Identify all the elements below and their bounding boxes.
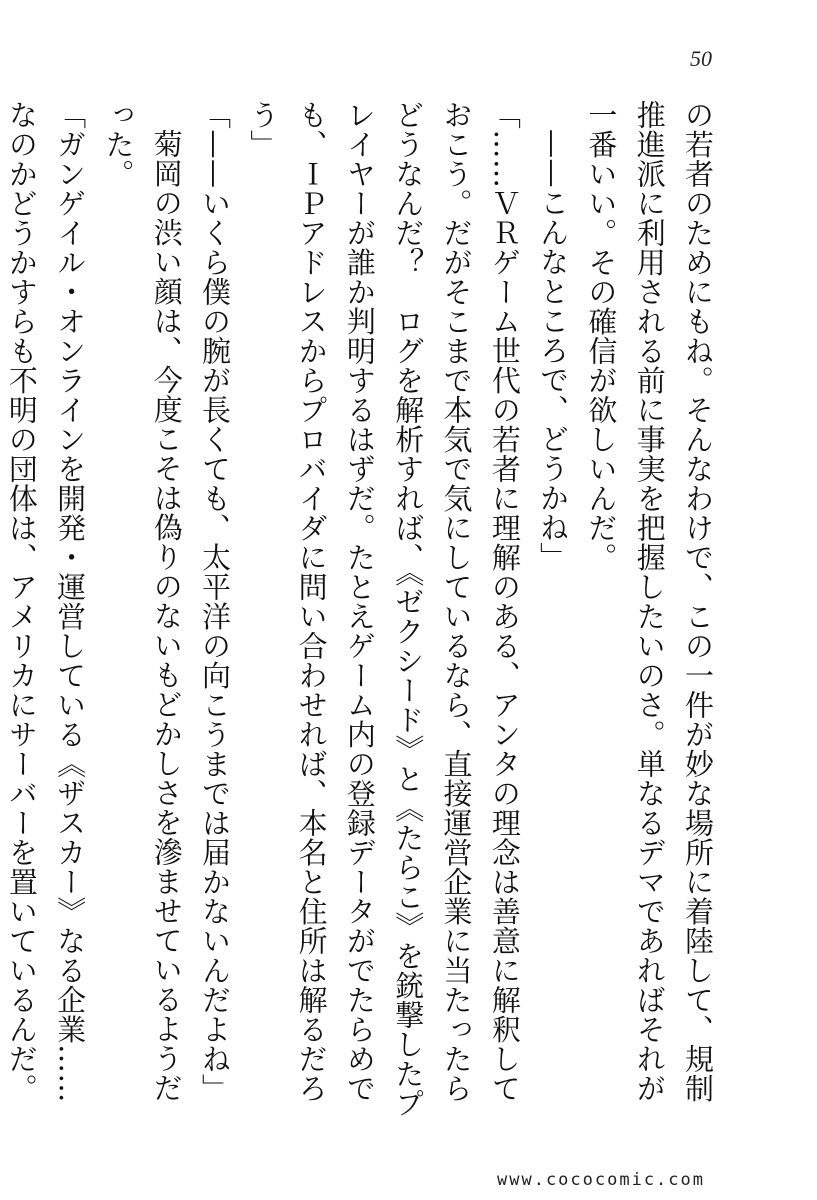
paragraph: 「——いくら僕の腕が長くても、太平洋の向こうまでは届かないんだよね」 (198, 100, 233, 1103)
paragraph: ——こんなところで、どうかね」 (536, 129, 571, 572)
watermark-text: www.cococomic.com (497, 1170, 705, 1190)
novel-body-text (4, 100, 722, 1120)
paragraph: 「……ＶＲゲーム世代の若者に理解のある、アンタの理念は善意に解釈しておこう。だがそこまで本気で気にしているなら、直接運営企業に当たったらどうなんだ？ ログを解析すれば、《ゼクシード》と《たらこ》を銃撃したプレイヤーが誰か判明するはずだ。たとえゲーム内の登録データがでたらめでも、ＩＰアドレスからプロバイダに問い合わせれば、本名と住所は解るだろう」 (246, 100, 522, 1118)
page-number: 50 (690, 46, 712, 71)
paragraph: の若者のためにもね。そんなわけで、この一件が妙な場所に着陸して、規制推進派に利用される前に事実を把握したいのさ。単なるデマであればそれが一番いい。その確信が欲しいんだ。 (584, 100, 715, 1103)
paragraph: 「ガンゲイル・オンラインを開発・運営している《ザスカー》なる企業……なのかどうかすらも不明の団体は、アメリカにサーバーを置いているんだ。 (4, 100, 88, 1103)
paragraph: 菊岡の渋い顔は、今度こそは偽りのないもどかしさを滲ませているようだった。 (101, 100, 184, 1103)
